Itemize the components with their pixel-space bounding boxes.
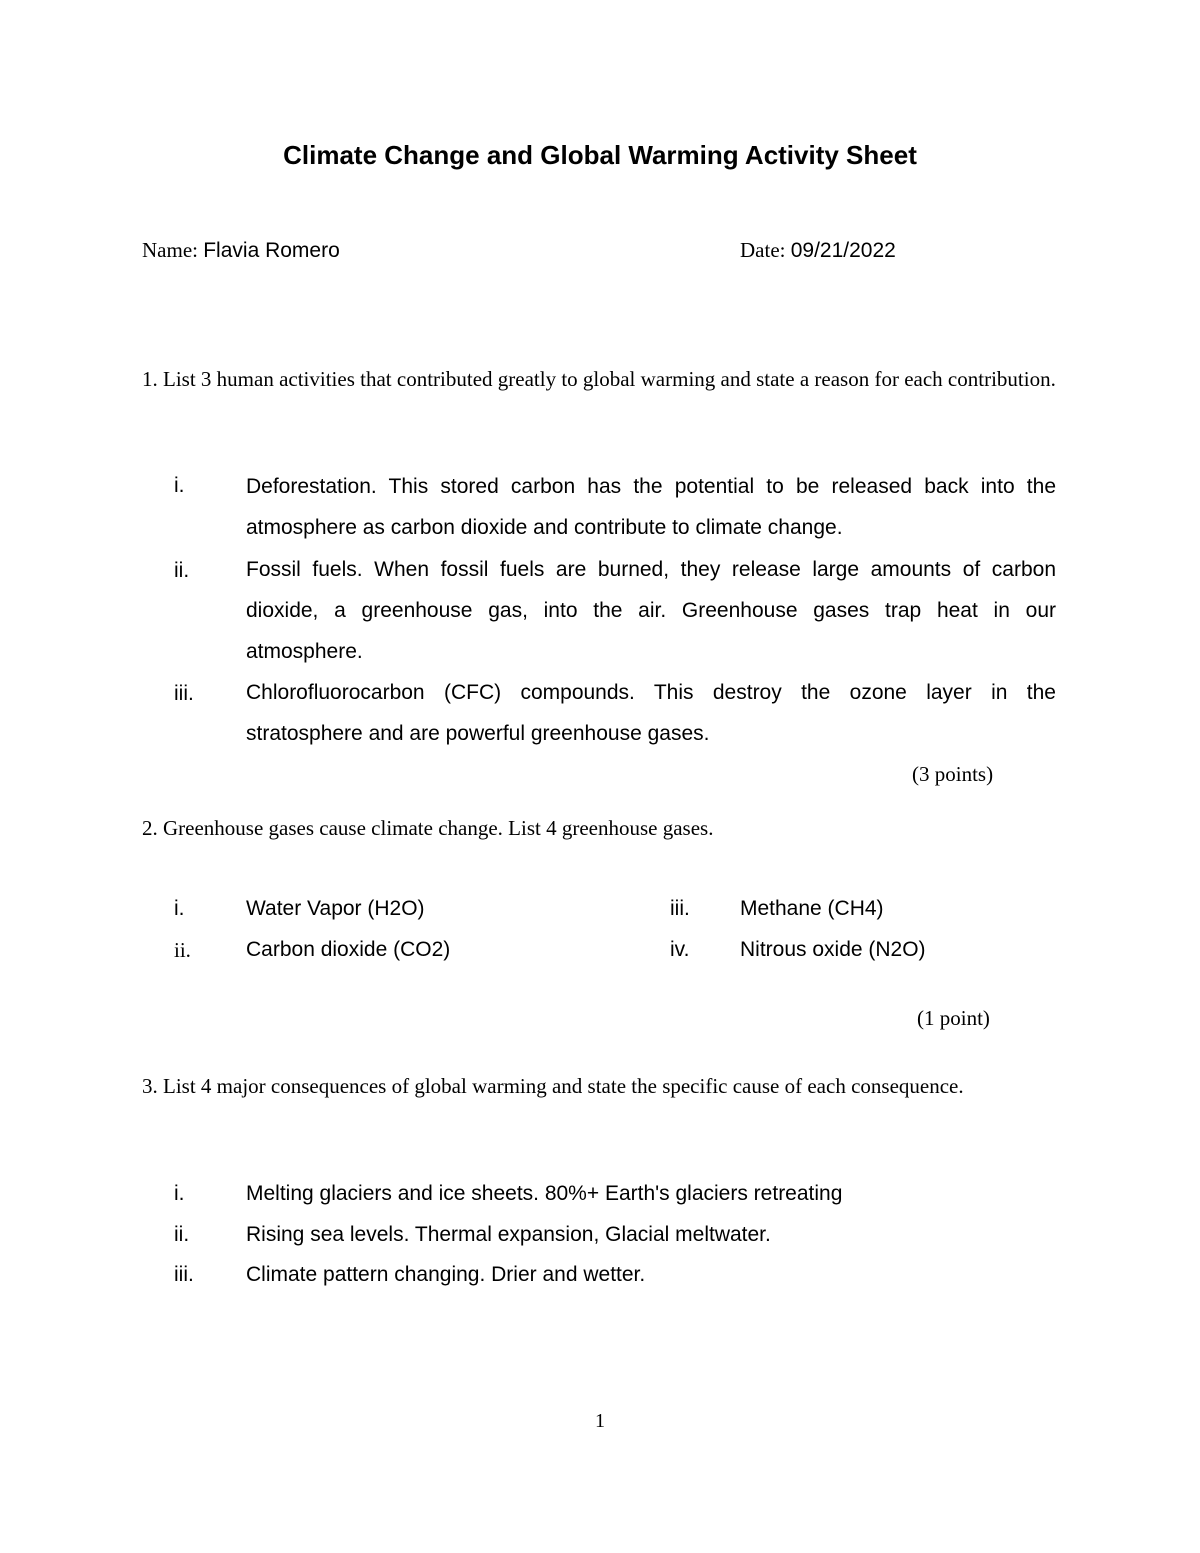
- page-title: Climate Change and Global Warming Activity Sheet: [283, 140, 917, 170]
- q2-answer-3-text: Methane (CH4): [740, 897, 884, 920]
- q2-answer-2-text: Carbon dioxide (CO2): [246, 938, 451, 961]
- q2-answer-4-text: Nitrous oxide (N2O): [740, 938, 926, 961]
- q1-answer-1-text: Deforestation. This stored carbon has the potential to be released back into the atmosphere as carbon dioxide and contribute to climate change.: [246, 475, 1056, 539]
- question-3-prompt: 3. List 4 major consequences of global warming and state the specific cause of each consequence.: [142, 1074, 964, 1098]
- q3-answer-2-number: ii.: [174, 1223, 190, 1246]
- name-field: [142, 238, 340, 263]
- question-1-prompt: 1. List 3 human activities that contributed greatly to global warming and state a reason for each contribution.: [142, 367, 1056, 391]
- q2-answer-4-number: iv.: [670, 938, 690, 961]
- q1-answer-2-number: ii.: [174, 559, 190, 582]
- page-number: 1: [595, 1410, 605, 1432]
- q1-answer-2-text: Fossil fuels. When fossil fuels are burned, they release large amounts of carbon dioxide, a greenhouse gas, into the air. Greenhouse gases trap heat in our atmosphere.: [246, 558, 1056, 663]
- date-label: Date:: [740, 238, 786, 262]
- q2-points: (1 point): [917, 1006, 990, 1030]
- q1-answer-1-number: i.: [174, 474, 185, 497]
- q2-answer-1-text: Water Vapor (H2O): [246, 897, 425, 920]
- q1-answer-3-text: Chlorofluorocarbon (CFC) compounds. This destroy the ozone layer in the stratosphere and are powerful greenhouse gases.: [246, 681, 1056, 745]
- name-value: Flavia Romero: [203, 239, 340, 262]
- q1-answer-3-number: iii.: [174, 682, 194, 705]
- q3-answer-3-number: iii.: [174, 1263, 194, 1286]
- name-label: Name:: [142, 238, 198, 262]
- q3-answer-3-text: Climate pattern changing. Drier and wetter.: [246, 1263, 646, 1286]
- q2-answer-3-number: iii.: [670, 897, 690, 920]
- q3-answer-1-text: Melting glaciers and ice sheets. 80%+ Earth's glaciers retreating: [246, 1182, 843, 1205]
- q3-answer-1-number: i.: [174, 1182, 185, 1205]
- q2-answer-2-number: ii.: [174, 938, 191, 962]
- q3-answer-2-text: Rising sea levels. Thermal expansion, Glacial meltwater.: [246, 1223, 771, 1246]
- date-value: 09/21/2022: [790, 239, 896, 262]
- q1-points: (3 points): [912, 762, 994, 786]
- date-field: [740, 238, 896, 263]
- question-2-prompt: 2. Greenhouse gases cause climate change. List 4 greenhouse gases.: [142, 816, 714, 840]
- q2-answer-1-number: i.: [174, 897, 185, 920]
